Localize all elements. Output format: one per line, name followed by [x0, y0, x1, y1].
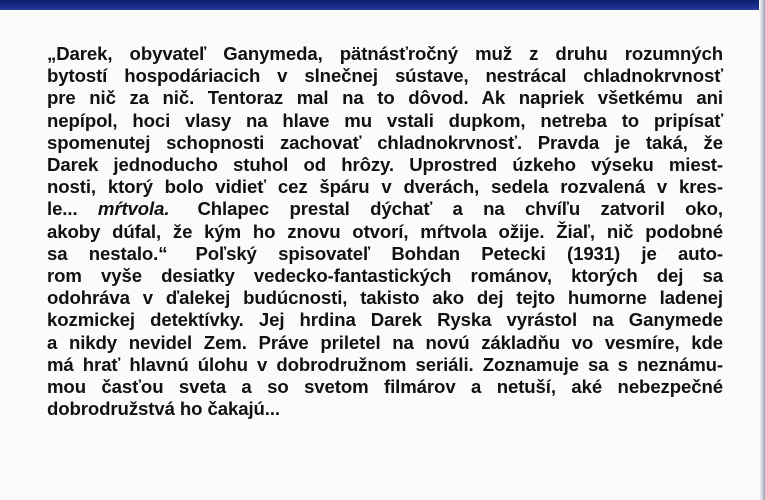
blurb-line-5: spomenutej schopnosti zachovať chladnokrvnosť. Pravda je taká, že: [47, 131, 723, 153]
blurb-line-9: akoby dúfal, že kým ho znovu otvorí, mŕtvola ožije. Žiaľ, nič podobné: [47, 220, 723, 242]
blurb-line-7: nosti, ktorý bolo vidieť cez špáru v dverách, sedela rozvalená v kres-: [47, 176, 723, 198]
blurb-line-11: rom vyše desiatky vedecko-fantastických románov, ktorých dej sa: [47, 265, 723, 287]
book-blurb: [47, 43, 723, 420]
blurb-line-8: [47, 198, 723, 220]
blurb-line-4: nepípol, hoci vlasy na hlave mu vstali dupkom, netreba to pripísať: [47, 109, 723, 131]
blurb-line-10: [47, 243, 723, 265]
cover-right-edge: [759, 0, 765, 500]
blurb-line-1: „Darek, obyvateľ Ganymeda, pätnásťročný muž z druhu rozumných: [47, 43, 723, 64]
back-cover-page: [0, 10, 759, 500]
blurb-line-3: pre nič za nič. Tentoraz mal na to dôvod. Ak napriek všetkému ani: [47, 87, 723, 109]
blurb-line-17: dobrodružstvá ho čakajú...: [47, 398, 280, 420]
blurb-line-14: a nikdy nevidel Zem. Práve priletel na novú základňu vo vesmíre, kde: [47, 331, 723, 353]
blurb-line-8-start: le...: [47, 198, 78, 220]
cover-top-band: [0, 0, 765, 10]
blurb-line-16: mou časťou sveta a so svetom filmárov a netuší, aké nebezpečné: [47, 376, 723, 398]
blurb-line-6: Darek jednoducho stuhol od hrôzy. Uprostred úzkeho výseku miest-: [47, 154, 723, 176]
blurb-author-intro: Poľský spisovateľ Bohdan Petecki (1931) je auto-: [195, 242, 723, 264]
blurb-quote-end: sa nestalo.“: [47, 242, 168, 264]
blurb-italic-word: mŕtvola.: [97, 198, 170, 220]
blurb-line-13: kozmickej detektívky. Jej hrdina Darek Ryska vyrástol na Ganymede: [47, 309, 723, 331]
blurb-line-12: odohráva v ďalekej budúcnosti, takisto ako dej tejto humorne ladenej: [47, 287, 723, 309]
blurb-line-15: má hrať hlavnú úlohu v dobrodružnom seriáli. Zoznamuje sa s neznámu-: [47, 353, 723, 375]
blurb-line-8-end: Chlapec prestal dýchať a na chvíľu zatvoril oko,: [197, 198, 723, 220]
blurb-line-2: bytostí hospodáriacich v slnečnej sústave, nestrácal chladnokrvnosť: [47, 65, 723, 87]
